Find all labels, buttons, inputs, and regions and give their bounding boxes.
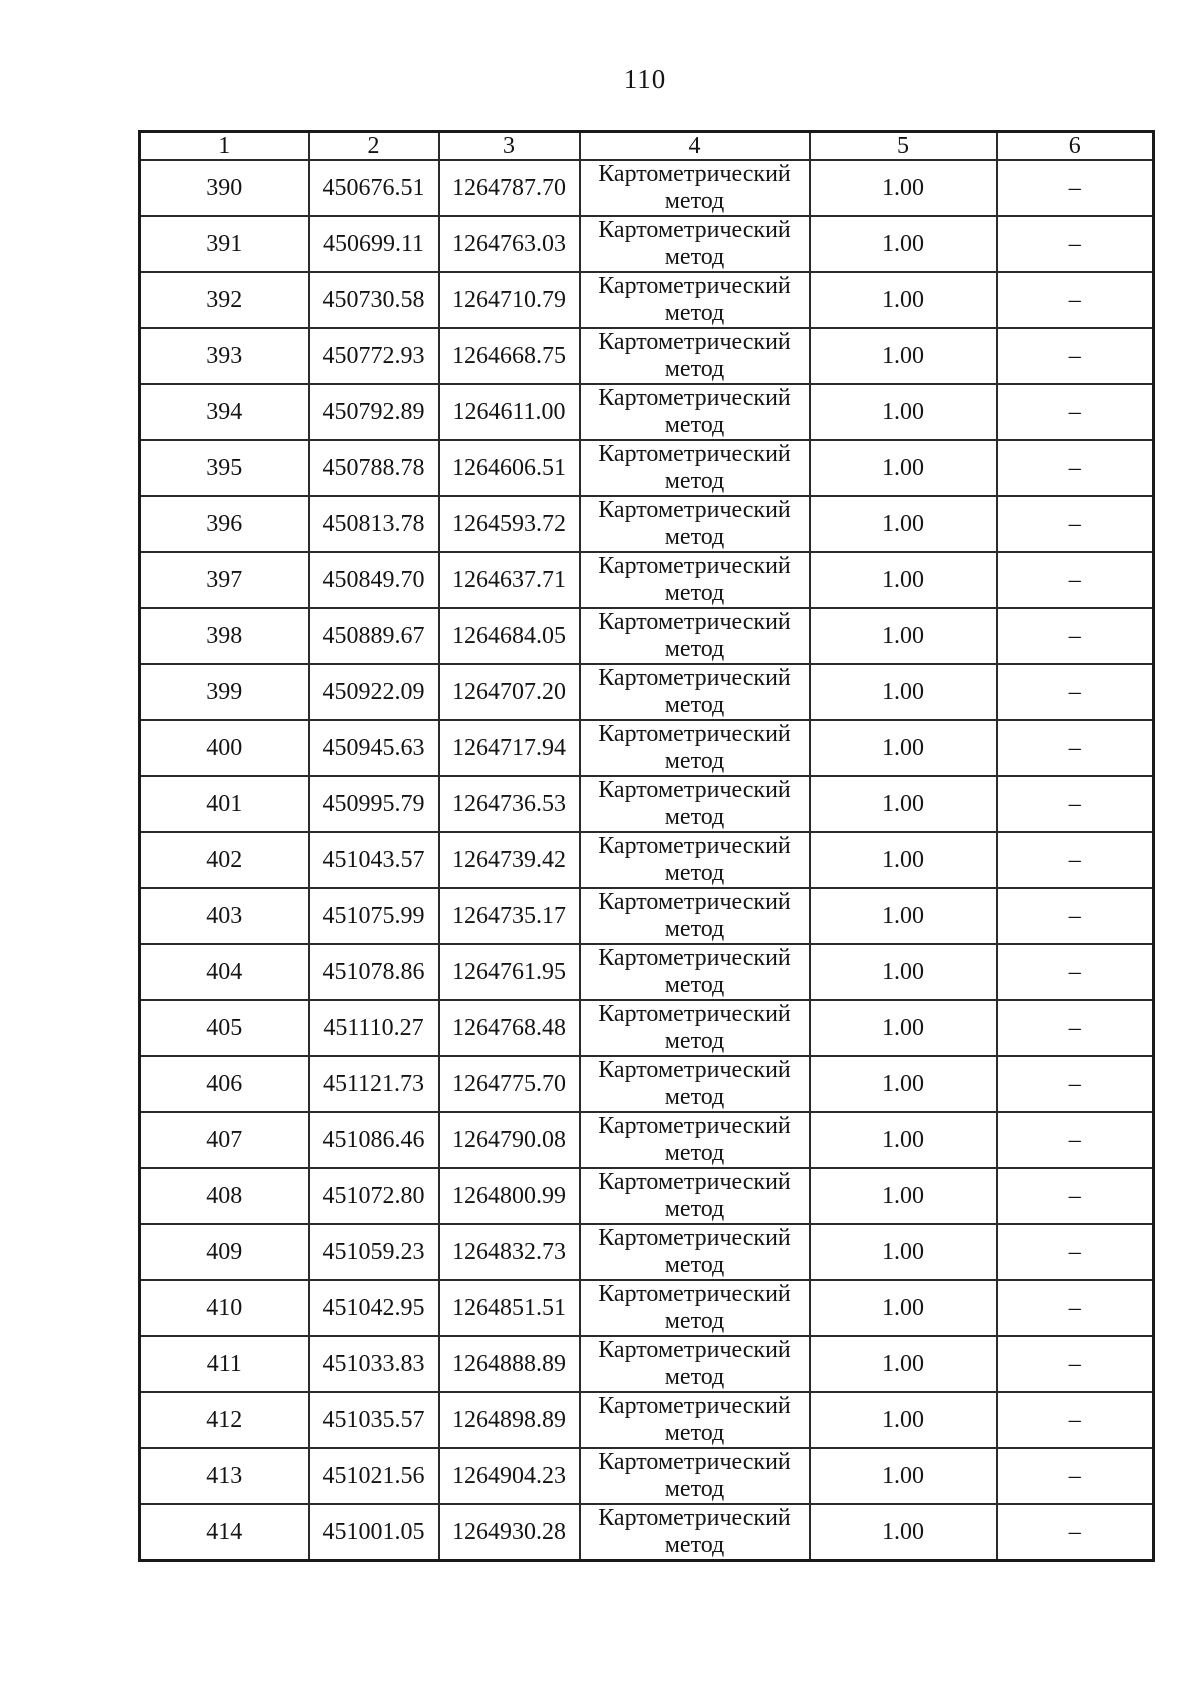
cell-method: Картометрический метод [580,664,810,720]
cell-point-number: 414 [140,1504,309,1561]
cell-coordinate-x: 450849.70 [309,552,439,608]
table-row [140,552,1154,608]
cell-precision: 1.00 [810,608,997,664]
cell-coordinate-x: 451035.57 [309,1392,439,1448]
cell-method: Картометрический метод [580,272,810,328]
cell-point-number: 406 [140,1056,309,1112]
cell-coordinate-y: 1264717.94 [439,720,580,776]
cell-coordinate-y: 1264888.89 [439,1336,580,1392]
cell-coordinate-y: 1264775.70 [439,1056,580,1112]
cell-precision: 1.00 [810,664,997,720]
cell-precision: 1.00 [810,832,997,888]
cell-coordinate-x: 451033.83 [309,1336,439,1392]
cell-coordinate-x: 451110.27 [309,1000,439,1056]
table-row [140,1112,1154,1168]
table-row [140,1280,1154,1336]
cell-coordinate-x: 450889.67 [309,608,439,664]
cell-point-number: 396 [140,496,309,552]
cell-coordinate-y: 1264637.71 [439,552,580,608]
table-row [140,272,1154,328]
table-row [140,328,1154,384]
cell-coordinate-y: 1264832.73 [439,1224,580,1280]
cell-note: – [997,440,1154,496]
cell-point-number: 400 [140,720,309,776]
cell-method: Картометрический метод [580,832,810,888]
table-row [140,216,1154,272]
cell-note: – [997,1168,1154,1224]
cell-coordinate-x: 451021.56 [309,1448,439,1504]
cell-point-number: 401 [140,776,309,832]
cell-point-number: 412 [140,1392,309,1448]
cell-coordinate-x: 451121.73 [309,1056,439,1112]
cell-precision: 1.00 [810,944,997,1000]
cell-note: – [997,608,1154,664]
cell-note: – [997,1336,1154,1392]
cell-coordinate-y: 1264768.48 [439,1000,580,1056]
cell-coordinate-y: 1264851.51 [439,1280,580,1336]
cell-method: Картометрический метод [580,1224,810,1280]
cell-coordinate-y: 1264707.20 [439,664,580,720]
cell-note: – [997,552,1154,608]
cell-coordinate-x: 450945.63 [309,720,439,776]
cell-coordinate-x: 450676.51 [309,160,439,216]
cell-coordinate-y: 1264684.05 [439,608,580,664]
cell-precision: 1.00 [810,552,997,608]
cell-point-number: 397 [140,552,309,608]
cell-point-number: 392 [140,272,309,328]
cell-coordinate-x: 450792.89 [309,384,439,440]
cell-method: Картометрический метод [580,1280,810,1336]
cell-note: – [997,272,1154,328]
cell-method: Картометрический метод [580,1448,810,1504]
cell-coordinate-y: 1264930.28 [439,1504,580,1561]
cell-note: – [997,328,1154,384]
cell-note: – [997,216,1154,272]
cell-method: Картометрический метод [580,440,810,496]
cell-note: – [997,160,1154,216]
cell-coordinate-y: 1264593.72 [439,496,580,552]
cell-method: Картометрический метод [580,1336,810,1392]
column-header-4: 4 [580,132,810,161]
cell-coordinate-y: 1264739.42 [439,832,580,888]
cell-precision: 1.00 [810,1000,997,1056]
cell-coordinate-x: 451072.80 [309,1168,439,1224]
cell-precision: 1.00 [810,1280,997,1336]
cell-precision: 1.00 [810,160,997,216]
cell-method: Картометрический метод [580,720,810,776]
cell-note: – [997,1448,1154,1504]
table-row [140,664,1154,720]
cell-point-number: 394 [140,384,309,440]
cell-method: Картометрический метод [580,608,810,664]
cell-point-number: 395 [140,440,309,496]
cell-coordinate-x: 451043.57 [309,832,439,888]
cell-coordinate-x: 450699.11 [309,216,439,272]
cell-point-number: 393 [140,328,309,384]
cell-point-number: 391 [140,216,309,272]
cell-point-number: 413 [140,1448,309,1504]
cell-method: Картометрический метод [580,888,810,944]
cell-coordinate-x: 451001.05 [309,1504,439,1561]
cell-coordinate-y: 1264606.51 [439,440,580,496]
cell-precision: 1.00 [810,328,997,384]
cell-point-number: 390 [140,160,309,216]
cell-precision: 1.00 [810,1504,997,1561]
table-row [140,496,1154,552]
table-row [140,944,1154,1000]
table-row [140,720,1154,776]
cell-note: – [997,1280,1154,1336]
table-row [140,1336,1154,1392]
table-row [140,1224,1154,1280]
cell-note: – [997,720,1154,776]
table-row [140,1504,1154,1561]
table-row [140,1056,1154,1112]
cell-precision: 1.00 [810,440,997,496]
table-body [140,160,1154,1561]
cell-point-number: 399 [140,664,309,720]
page-number: 110 [623,64,667,94]
cell-method: Картометрический метод [580,1112,810,1168]
cell-precision: 1.00 [810,216,997,272]
cell-point-number: 409 [140,1224,309,1280]
table-header [140,132,1154,161]
cell-point-number: 411 [140,1336,309,1392]
cell-note: – [997,1392,1154,1448]
cell-precision: 1.00 [810,1448,997,1504]
cell-precision: 1.00 [810,1168,997,1224]
table-row [140,1448,1154,1504]
cell-coordinate-x: 451078.86 [309,944,439,1000]
cell-method: Картометрический метод [580,776,810,832]
cell-method: Картометрический метод [580,1000,810,1056]
header-row [140,132,1154,161]
cell-precision: 1.00 [810,496,997,552]
cell-coordinate-x: 451042.95 [309,1280,439,1336]
cell-coordinate-y: 1264710.79 [439,272,580,328]
cell-precision: 1.00 [810,1056,997,1112]
cell-coordinate-y: 1264904.23 [439,1448,580,1504]
cell-note: – [997,664,1154,720]
cell-method: Картометрический метод [580,552,810,608]
cell-coordinate-x: 450922.09 [309,664,439,720]
cell-coordinate-x: 450772.93 [309,328,439,384]
cell-precision: 1.00 [810,776,997,832]
cell-coordinate-x: 450995.79 [309,776,439,832]
cell-coordinate-y: 1264736.53 [439,776,580,832]
cell-note: – [997,384,1154,440]
column-header-2: 2 [309,132,439,161]
column-header-1: 1 [140,132,309,161]
cell-coordinate-y: 1264735.17 [439,888,580,944]
cell-point-number: 404 [140,944,309,1000]
cell-note: – [997,1224,1154,1280]
cell-coordinate-y: 1264787.70 [439,160,580,216]
table-row [140,1168,1154,1224]
cell-note: – [997,496,1154,552]
cell-coordinate-y: 1264763.03 [439,216,580,272]
cell-coordinate-y: 1264790.08 [439,1112,580,1168]
cell-note: – [997,1112,1154,1168]
table-row [140,1000,1154,1056]
table-row [140,1392,1154,1448]
cell-method: Картометрический метод [580,384,810,440]
cell-point-number: 403 [140,888,309,944]
cell-note: – [997,1504,1154,1561]
cell-point-number: 408 [140,1168,309,1224]
cell-method: Картометрический метод [580,944,810,1000]
cell-method: Картометрический метод [580,1168,810,1224]
cell-precision: 1.00 [810,1112,997,1168]
cell-method: Картометрический метод [580,328,810,384]
cell-coordinate-x: 451059.23 [309,1224,439,1280]
column-header-6: 6 [997,132,1154,161]
cell-coordinate-y: 1264898.89 [439,1392,580,1448]
cell-point-number: 402 [140,832,309,888]
cell-coordinate-x: 451086.46 [309,1112,439,1168]
cell-precision: 1.00 [810,272,997,328]
cell-precision: 1.00 [810,1392,997,1448]
coordinates-table [138,130,1155,1562]
cell-point-number: 405 [140,1000,309,1056]
cell-coordinate-y: 1264800.99 [439,1168,580,1224]
table-row [140,440,1154,496]
cell-note: – [997,832,1154,888]
cell-precision: 1.00 [810,720,997,776]
cell-coordinate-x: 450788.78 [309,440,439,496]
cell-point-number: 398 [140,608,309,664]
cell-note: – [997,776,1154,832]
table-row [140,384,1154,440]
cell-precision: 1.00 [810,888,997,944]
cell-method: Картометрический метод [580,1504,810,1561]
cell-coordinate-x: 450730.58 [309,272,439,328]
cell-note: – [997,944,1154,1000]
cell-method: Картометрический метод [580,160,810,216]
cell-point-number: 407 [140,1112,309,1168]
column-header-3: 3 [439,132,580,161]
cell-point-number: 410 [140,1280,309,1336]
cell-precision: 1.00 [810,1224,997,1280]
cell-method: Картометрический метод [580,1056,810,1112]
cell-coordinate-x: 451075.99 [309,888,439,944]
table-row [140,776,1154,832]
cell-method: Картометрический метод [580,216,810,272]
table-row [140,888,1154,944]
cell-coordinate-y: 1264761.95 [439,944,580,1000]
table-row [140,832,1154,888]
cell-note: – [997,1000,1154,1056]
column-header-5: 5 [810,132,997,161]
cell-coordinate-y: 1264611.00 [439,384,580,440]
cell-precision: 1.00 [810,1336,997,1392]
cell-method: Картометрический метод [580,496,810,552]
cell-coordinate-y: 1264668.75 [439,328,580,384]
cell-method: Картометрический метод [580,1392,810,1448]
table-row [140,608,1154,664]
table-row [140,160,1154,216]
cell-note: – [997,1056,1154,1112]
cell-precision: 1.00 [810,384,997,440]
cell-coordinate-x: 450813.78 [309,496,439,552]
cell-note: – [997,888,1154,944]
